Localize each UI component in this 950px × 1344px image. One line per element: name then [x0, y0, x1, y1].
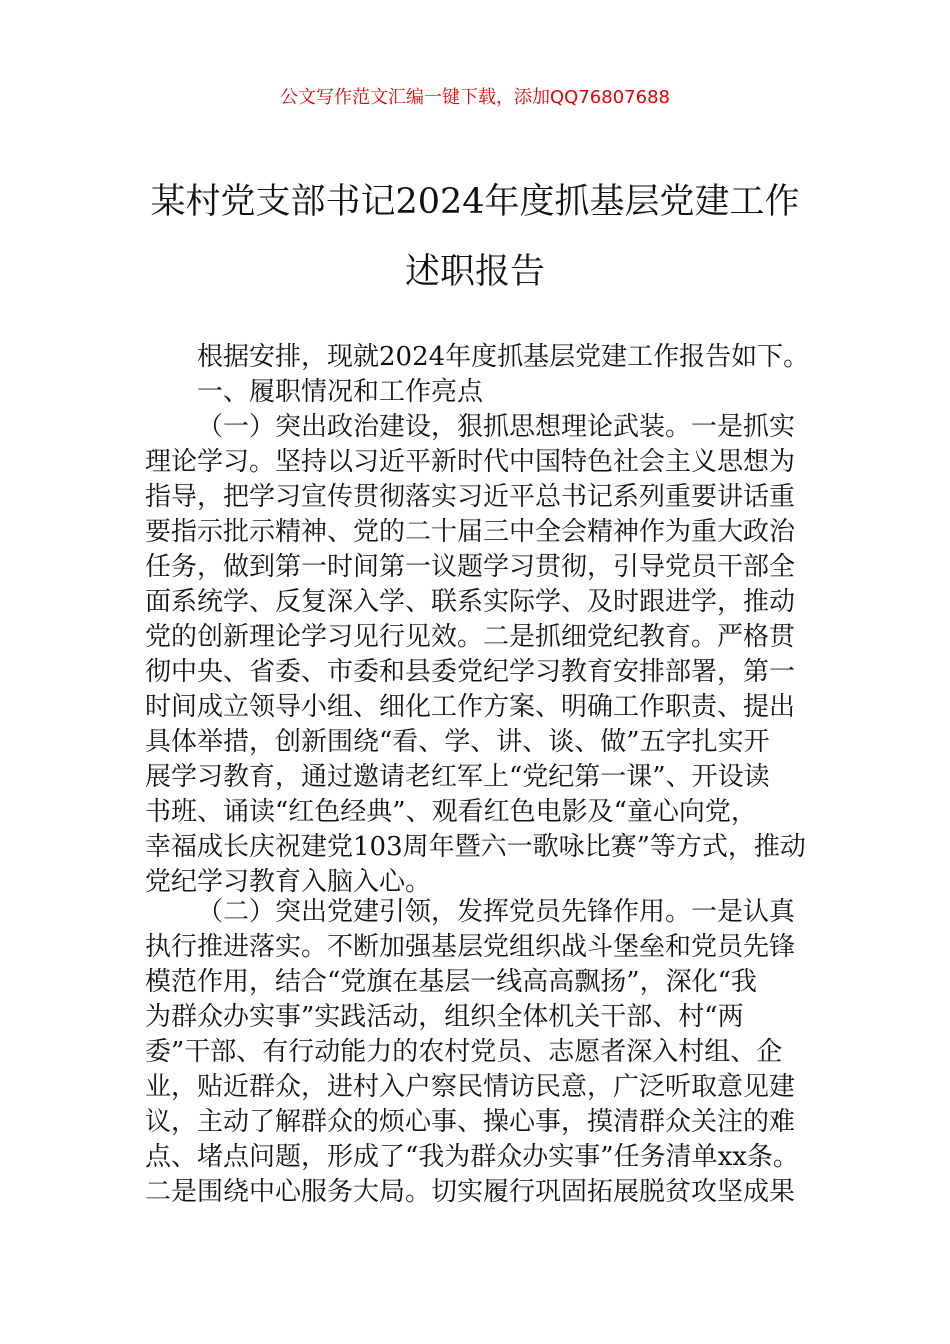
paragraph-line: 执行推进落实。不断加强基层党组织战斗堡垒和党员先锋: [145, 932, 796, 962]
paragraph-line: 委”干部、有行动能力的农村党员、志愿者深入村组、企: [145, 1037, 783, 1067]
paragraph-line: 要指示批示精神、党的二十届三中全会精神作为重大政治: [145, 517, 796, 547]
paragraph-line: （二）突出党建引领，发挥党员先锋作用。一是认真: [197, 897, 796, 927]
paragraph-political-building: [145, 410, 810, 900]
intro-paragraph: 根据安排，现就2024年度抓基层党建工作报告如下。: [197, 342, 810, 372]
paragraph-line: 为群众办实事”实践活动，组织全体机关干部、村“两: [145, 1002, 744, 1032]
paragraph-line: 彻中央、省委、市委和县委党纪学习教育安排部署，第一: [145, 657, 796, 687]
paragraph-line: 党的创新理论学习见行见效。二是抓细党纪教育。严格贯: [145, 622, 796, 652]
paragraph-line: 点、堵点问题，形成了“我为群众办实事”任务清单xx条。: [145, 1142, 799, 1172]
document-title-line-2: 述职报告: [404, 252, 545, 292]
paragraph-line: 业，贴近群众，进村入户察民情访民意，广泛听取意见建: [145, 1072, 796, 1102]
paragraph-party-leadership: [145, 895, 810, 1210]
paragraph-line: 时间成立领导小组、细化工作方案、明确工作职责、提出: [145, 692, 796, 722]
paragraph-line: 幸福成长庆祝建党103周年暨六一歌咏比赛”等方式，推动: [145, 832, 806, 862]
download-promo-text: 公文写作范文汇编一键下载，添加QQ76807688: [280, 87, 670, 108]
paragraph-line: （一）突出政治建设，狠抓思想理论武装。一是抓实: [197, 412, 796, 442]
paragraph-line: 面系统学、反复深入学、联系实际学、及时跟进学，推动: [145, 587, 796, 617]
paragraph-line: 具体举措，创新围绕“看、学、讲、谈、做”五字扎实开: [145, 727, 770, 757]
paragraph-line: 展学习教育，通过邀请老红军上“党纪第一课”、开设读: [145, 762, 770, 792]
paragraph-line: 二是围绕中心服务大局。切实履行巩固拓展脱贫攻坚成果: [145, 1177, 796, 1207]
document-title-line-1: 某村党支部书记2024年度抓基层党建工作: [150, 182, 800, 222]
paragraph-line: 议，主动了解群众的烦心事、操心事，摸清群众关注的难: [145, 1107, 796, 1137]
section-heading: 一、履职情况和工作亮点: [197, 377, 484, 407]
paragraph-line: 党纪学习教育入脑入心。: [145, 867, 432, 897]
paragraph-line: 理论学习。坚持以习近平新时代中国特色社会主义思想为: [145, 447, 796, 477]
paragraph-line: 书班、诵读“红色经典”、观看红色电影及“童心向党，: [145, 797, 757, 827]
paragraph-line: 模范作用，结合“党旗在基层一线高高飘扬”，深化“我: [145, 967, 757, 997]
paragraph-line: 任务，做到第一时间第一议题学习贯彻，引导党员干部全: [145, 552, 796, 582]
paragraph-line: 指导，把学习宣传贯彻落实习近平总书记系列重要讲话重: [145, 482, 796, 512]
